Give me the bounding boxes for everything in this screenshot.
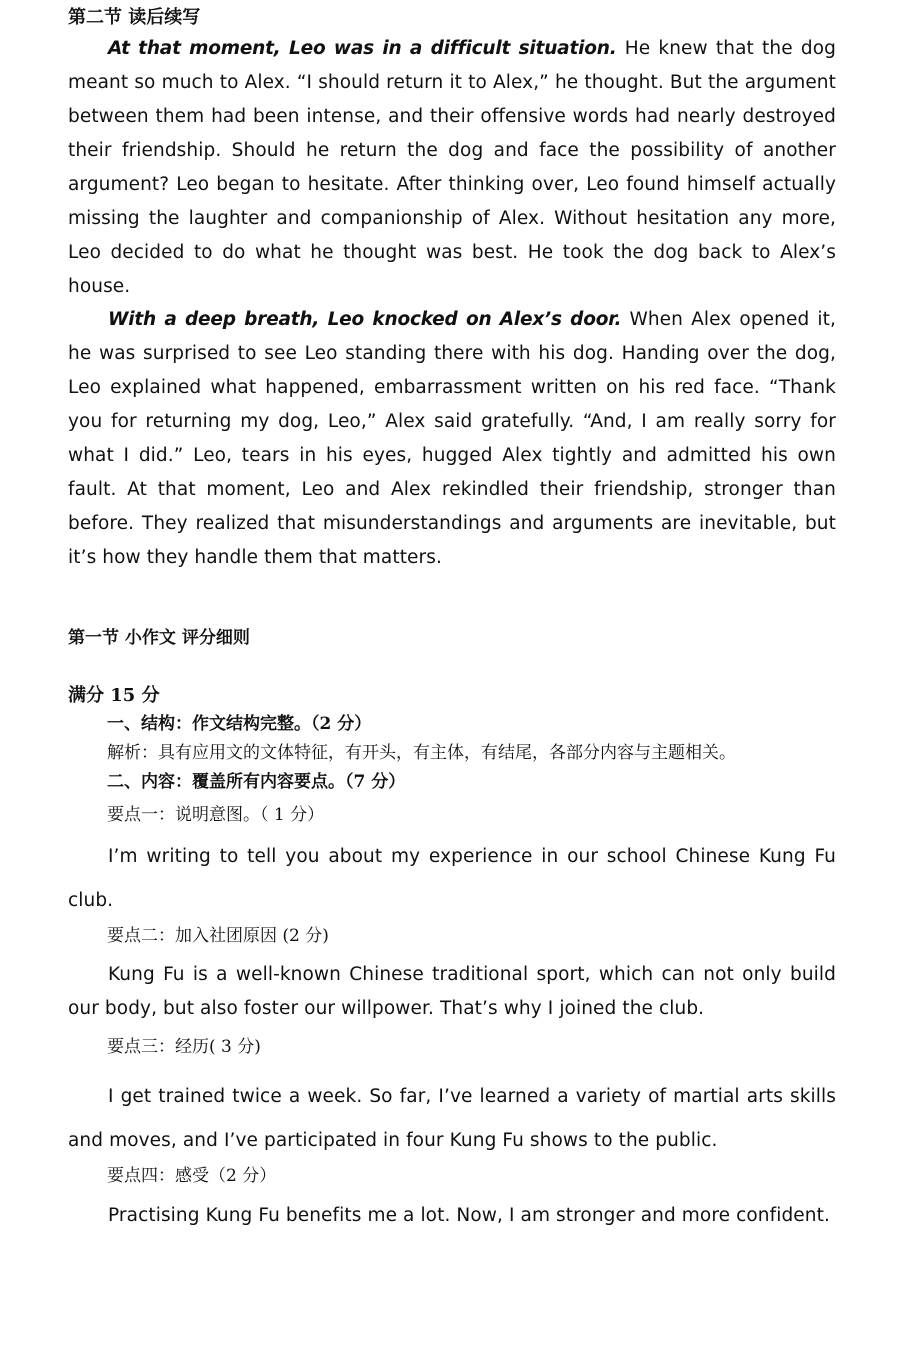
full-score-label: 满分 15 分 <box>68 685 160 706</box>
point-2-answer: Kung Fu is a well-known Chinese traditional sport, which can not only build our body, but also foster our willpower. That’s why I joined the club. <box>68 964 836 1019</box>
continuation-paragraph-2 <box>68 303 836 575</box>
structure-criterion-title: 一、结构：作文结构完整。（2 分） <box>107 714 372 734</box>
structure-criterion-note: 解析：具有应用文的文体特征，有开头，有主体，有结尾，各部分内容与主题相关。 <box>107 743 736 763</box>
paragraph-2-lead-sentence: With a deep breath, Leo knocked on Alex’s door. <box>108 309 622 330</box>
point-4-label: 要点四：感受（2 分） <box>107 1166 277 1186</box>
section-2-heading: 第二节 读后续写 <box>68 7 201 28</box>
paragraph-2-body: When Alex opened it, he was surprised to see Leo standing there with his dog. Handing over the dog, Leo explained what happened, embarrassment written on his red face. “Thank you for returning my dog, Leo,” Alex said gratefully. “And, I am really sorry for what I did.” Leo, tears in his eyes, hugged Alex tightly and admitted his own fault. At that moment, Leo and Alex rekindled their friendship, stronger than before. They realized that misunderstandings and arguments are inevitable, but it’s how they handle them that matters. <box>68 309 836 568</box>
point-1-label: 要点一：说明意图。（ 1 分） <box>107 805 325 825</box>
point-3-answer: I get trained twice a week. So far, I’ve learned a variety of martial arts skills and moves, and I’ve participated in four Kung Fu shows to the public. <box>68 1086 836 1151</box>
content-criterion-title: 二、内容：覆盖所有内容要点。（7 分） <box>107 772 406 792</box>
continuation-paragraph-1 <box>68 32 836 304</box>
point-4-answer: Practising Kung Fu benefits me a lot. Now, I am stronger and more confident. <box>108 1205 830 1226</box>
section-1-heading: 第一节 小作文 评分细则 <box>68 628 250 648</box>
point-3-label: 要点三：经历( 3 分) <box>107 1037 261 1057</box>
paragraph-1-body: He knew that the dog meant so much to Alex. “I should return it to Alex,” he thought. But the argument between them had been intense, and their offensive words had nearly destroyed their friendship. Should he return the dog and face the possibility of another argument? Leo began to hesitate. After thinking over, Leo found himself actually missing the laughter and companionship of Alex. Without hesitation any more, Leo decided to do what he thought was best. He took the dog back to Alex’s house. <box>68 38 837 297</box>
point-1-answer: I’m writing to tell you about my experience in our school Chinese Kung Fu club. <box>68 846 836 911</box>
point-2-label: 要点二：加入社团原因 (2 分) <box>107 926 329 946</box>
paragraph-1-lead-sentence: At that moment, Leo was in a difficult situation. <box>108 38 617 59</box>
